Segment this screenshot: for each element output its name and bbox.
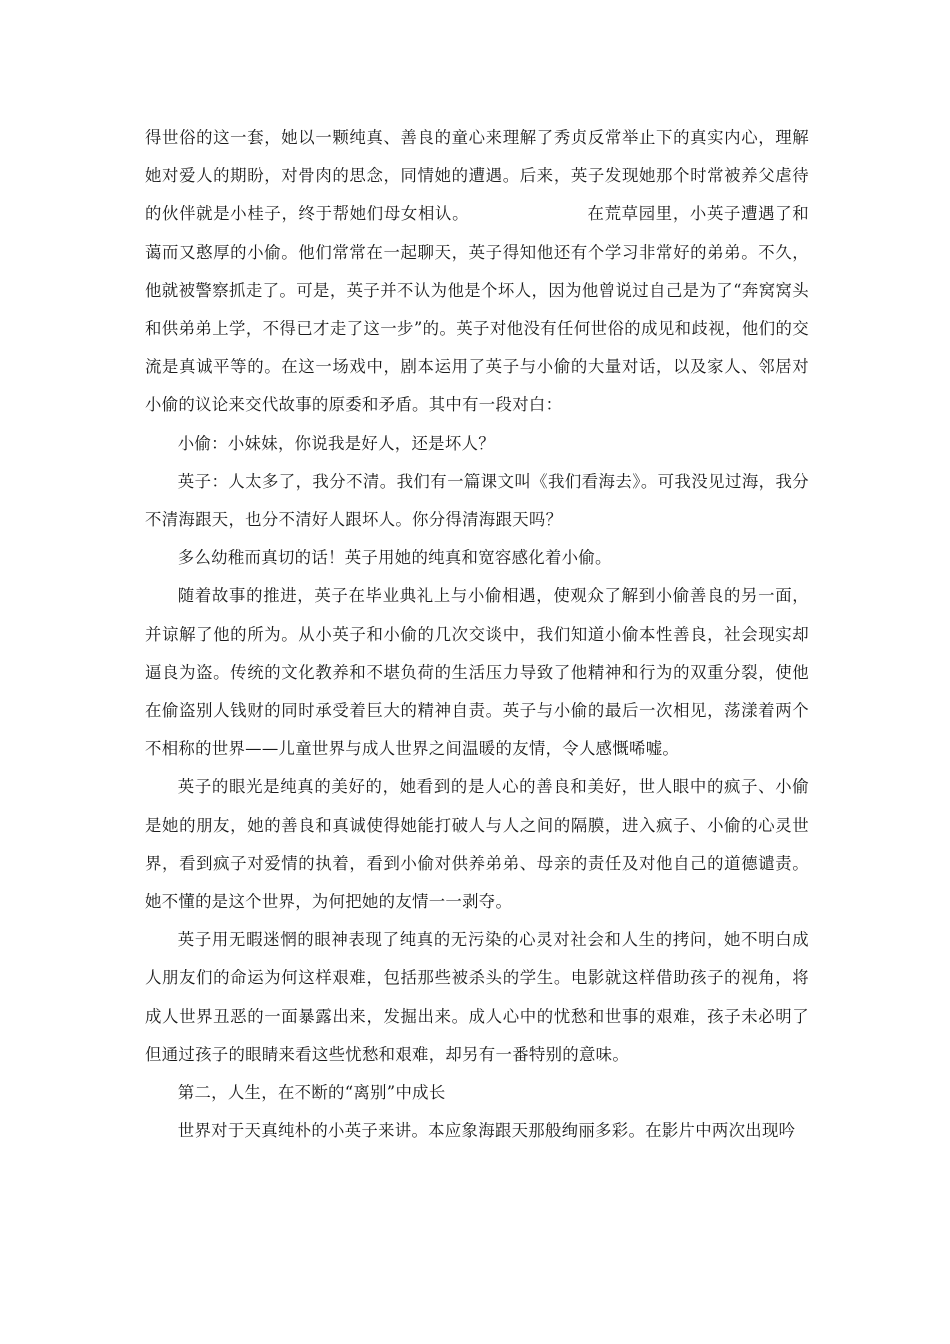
paragraph: 多么幼稚而真切的话！英子用她的纯真和宽容感化着小偷。 — [177, 548, 612, 568]
paragraph-text: 在荒草园里，小英子遭遇了和蔼而又憨厚的小偷。他们常常在一起聊天，英子得知他还有个学习非常好的弟弟。不久，他就被警察抓走了。可是，英子并不认为他是个坏人，因为他曾说过自己是为了“奔窝窝头和供弟弟上学，不得已才走了这一步”的。英子对他没有任何世俗的成见和歧视，他们的交流是真诚平等的。在这一场戏中，剧本运用了英子与小偷的大量对话，以及家人、邻居对小偷的议论来交代故事的原委和矛盾。其中有一段对白： — [145, 204, 809, 415]
dialogue-line-thief: 小偷：小妹妹，你说我是好人，还是坏人？ — [177, 433, 495, 453]
paragraph: 英子的眼光是纯真的美好的，她看到的是人心的善良和美好，世人眼中的疯子、小偷是她的朋友，她的善良和真诚使得她能打破人与人之间的隔膜，进入疯子、小偷的心灵世界，看到疯子对爱情的执着，看到小偷对供养弟弟、母亲的责任及对他自己的道德谴责。她不懂的是这个世界，为何把她的友情一一剥夺。 — [145, 777, 809, 912]
paragraph: 英子用无暇迷惘的眼神表现了纯真的无污染的心灵对社会和人生的拷问，她不明白成人朋友们的命运为何这样艰难，包括那些被杀头的学生。电影就这样借助孩子的视角，将成人世界丑恶的一面暴露出来，发掘出来。成人心中的忧愁和世事的艰难，孩子未必明了但通过孩子的眼睛来看这些忧愁和艰难，却另有一番特别的意味。 — [145, 930, 809, 1064]
section-heading: 第二，人生，在不断的“离别”中成长 — [177, 1083, 446, 1103]
dialogue-line-yingzi: 英子：人太多了，我分不清。我们有一篇课文叫《我们看海去》。可我没见过海，我分不清海跟天，也分不清好人跟坏人。你分得清海跟天吗？ — [145, 471, 809, 530]
paragraph: 随着故事的推进，英子在毕业典礼上与小偷相遇，使观众了解到小偷善良的另一面，并谅解了他的所为。从小英子和小偷的几次交谈中，我们知道小偷本性善良，社会现实却逼良为盗。传统的文化教养和不堪负荷的生活压力导致了他精神和行为的双重分裂，使他在偷盗别人钱财的同时承受着巨大的精神自责。英子与小偷的最后一次相见，荡漾着两个不相称的世界——儿童世界与成人世界之间温暖的友情，令人感慨唏嘘。 — [145, 586, 809, 759]
paragraph: 世界对于天真纯朴的小英子来讲。本应象海跟天那般绚丽多彩。在影片中两次出现吟 — [177, 1121, 796, 1141]
document-body — [145, 119, 809, 1150]
paragraph-continued — [145, 119, 809, 425]
paragraph-text: 得世俗的这一套，她以一颗纯真、善良的童心来理解了秀贞反常举止下的真实内心，理解她对爱人的期盼，对骨肉的思念，同情她的遭遇。后来，英子发现她那个时常被养父虐待的伙伴就是小桂子，终于帮她们母女相认。 — [145, 128, 809, 224]
